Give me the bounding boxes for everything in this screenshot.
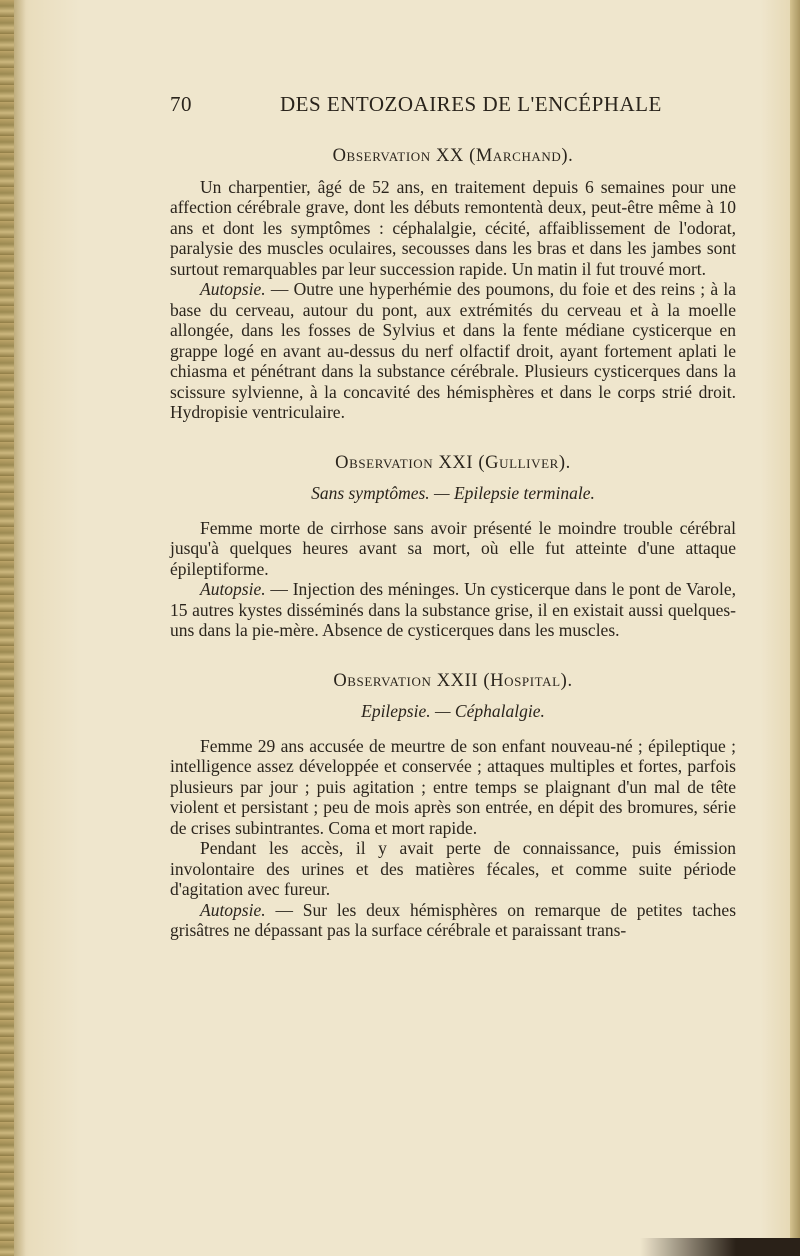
paragraph-label: Autopsie. (200, 899, 266, 920)
observation-xxii (170, 671, 736, 941)
page-corner-shadow (640, 1238, 800, 1256)
paragraph (170, 177, 736, 280)
paragraph (170, 736, 736, 839)
paragraph (170, 279, 736, 423)
book-binding-edge (0, 0, 14, 1256)
page-number: 70 (170, 92, 192, 116)
paragraph-text: Pendant les accès, il y avait perte de connaissance, puis émission involontaire des urines et des matières fécales, et comme suite période d'agitation avec fureur. (170, 838, 736, 899)
paragraph-label: Autopsie. (200, 279, 266, 299)
observation-subtitle: Epilepsie. — Céphalalgie. (361, 701, 545, 721)
page-right-edge (790, 0, 800, 1256)
observation-subtitle: Sans symptômes. — Epilepsie terminale. (311, 483, 595, 503)
observation-title: Observation XXI (Gulliver). (335, 452, 571, 473)
observation-xx (170, 146, 736, 423)
paragraph-text: — Injection des méninges. Un cysticerque dans le pont de Varole, 15 autres kystes disséminés dans la substance grise, il en existait aussi quelques-uns dans la pie-mère. Absence de cysticerques dans les muscles. (170, 579, 736, 640)
paragraph-text: — Outre une hyperhémie des poumons, du foie et des reins ; à la base du cerveau, autour du pont, aux extrémités du cerveau et à la moelle allongée, dans les fosses de Sylvius et dans la fente médiane cysticerque en grappe logé en avant au-dessus du nerf olfactif droit, ayant fortement aplati le chiasma et pénétrant dans la substance cérébrale. Plusieurs cysticerques dans la scissure sylvienne, à la concavité des hémisphères et dans le corps strié droit. Hydropisie ventriculaire. (170, 279, 736, 422)
paragraph-label: Autopsie. (200, 579, 266, 599)
running-title: DES ENTOZOAIRES DE L'ENCÉPHALE (280, 92, 662, 116)
paragraph (170, 579, 736, 641)
paragraph (170, 518, 736, 580)
observation-xxi (170, 453, 736, 641)
binding-shadow (14, 0, 26, 1256)
page-body (170, 146, 736, 941)
paragraph (170, 900, 736, 941)
paragraph-text: Femme morte de cirrhose sans avoir présenté le moindre trouble cérébral jusqu'à quelques heures avant sa mort, où elle fut atteinte d'une attaque épileptiforme. (170, 517, 736, 579)
observation-title: Observation XX (Marchand). (332, 146, 574, 166)
paragraph (170, 838, 736, 900)
paragraph-text: Femme 29 ans accusée de meurtre de son enfant nouveau-né ; épileptique ; intelligence assez développée et conservée ; attaques multiples et fortes, parfois plusieurs par jour ; puis agitation ; entre temps se plaignant d'un mal de tête violent et persistant ; peu de mois après son entrée, en dépit des bromures, série de crises subintrantes. Coma et mort rapide. (170, 735, 736, 838)
paragraph-text: Un charpentier, âgé de 52 ans, en traitement depuis 6 semaines pour une affection cérébrale grave, dont les débuts remontentà deux, peut-être même à 10 ans et dont les symptômes : céphalalgie, cécité, affaiblissement de l'odorat, paralysie des muscles oculaires, secousses dans les bras et dans les jambes sont surtout remarquables par leur succession rapide. Un matin il fut trouvé mort. (170, 176, 736, 279)
paragraph-text: — Sur les deux hémisphères on remarque de petites taches grisâtres ne dépassant pas la surface cérébrale et paraissant trans- (170, 899, 736, 940)
observation-title: Observation XXII (Hospital). (333, 670, 573, 691)
